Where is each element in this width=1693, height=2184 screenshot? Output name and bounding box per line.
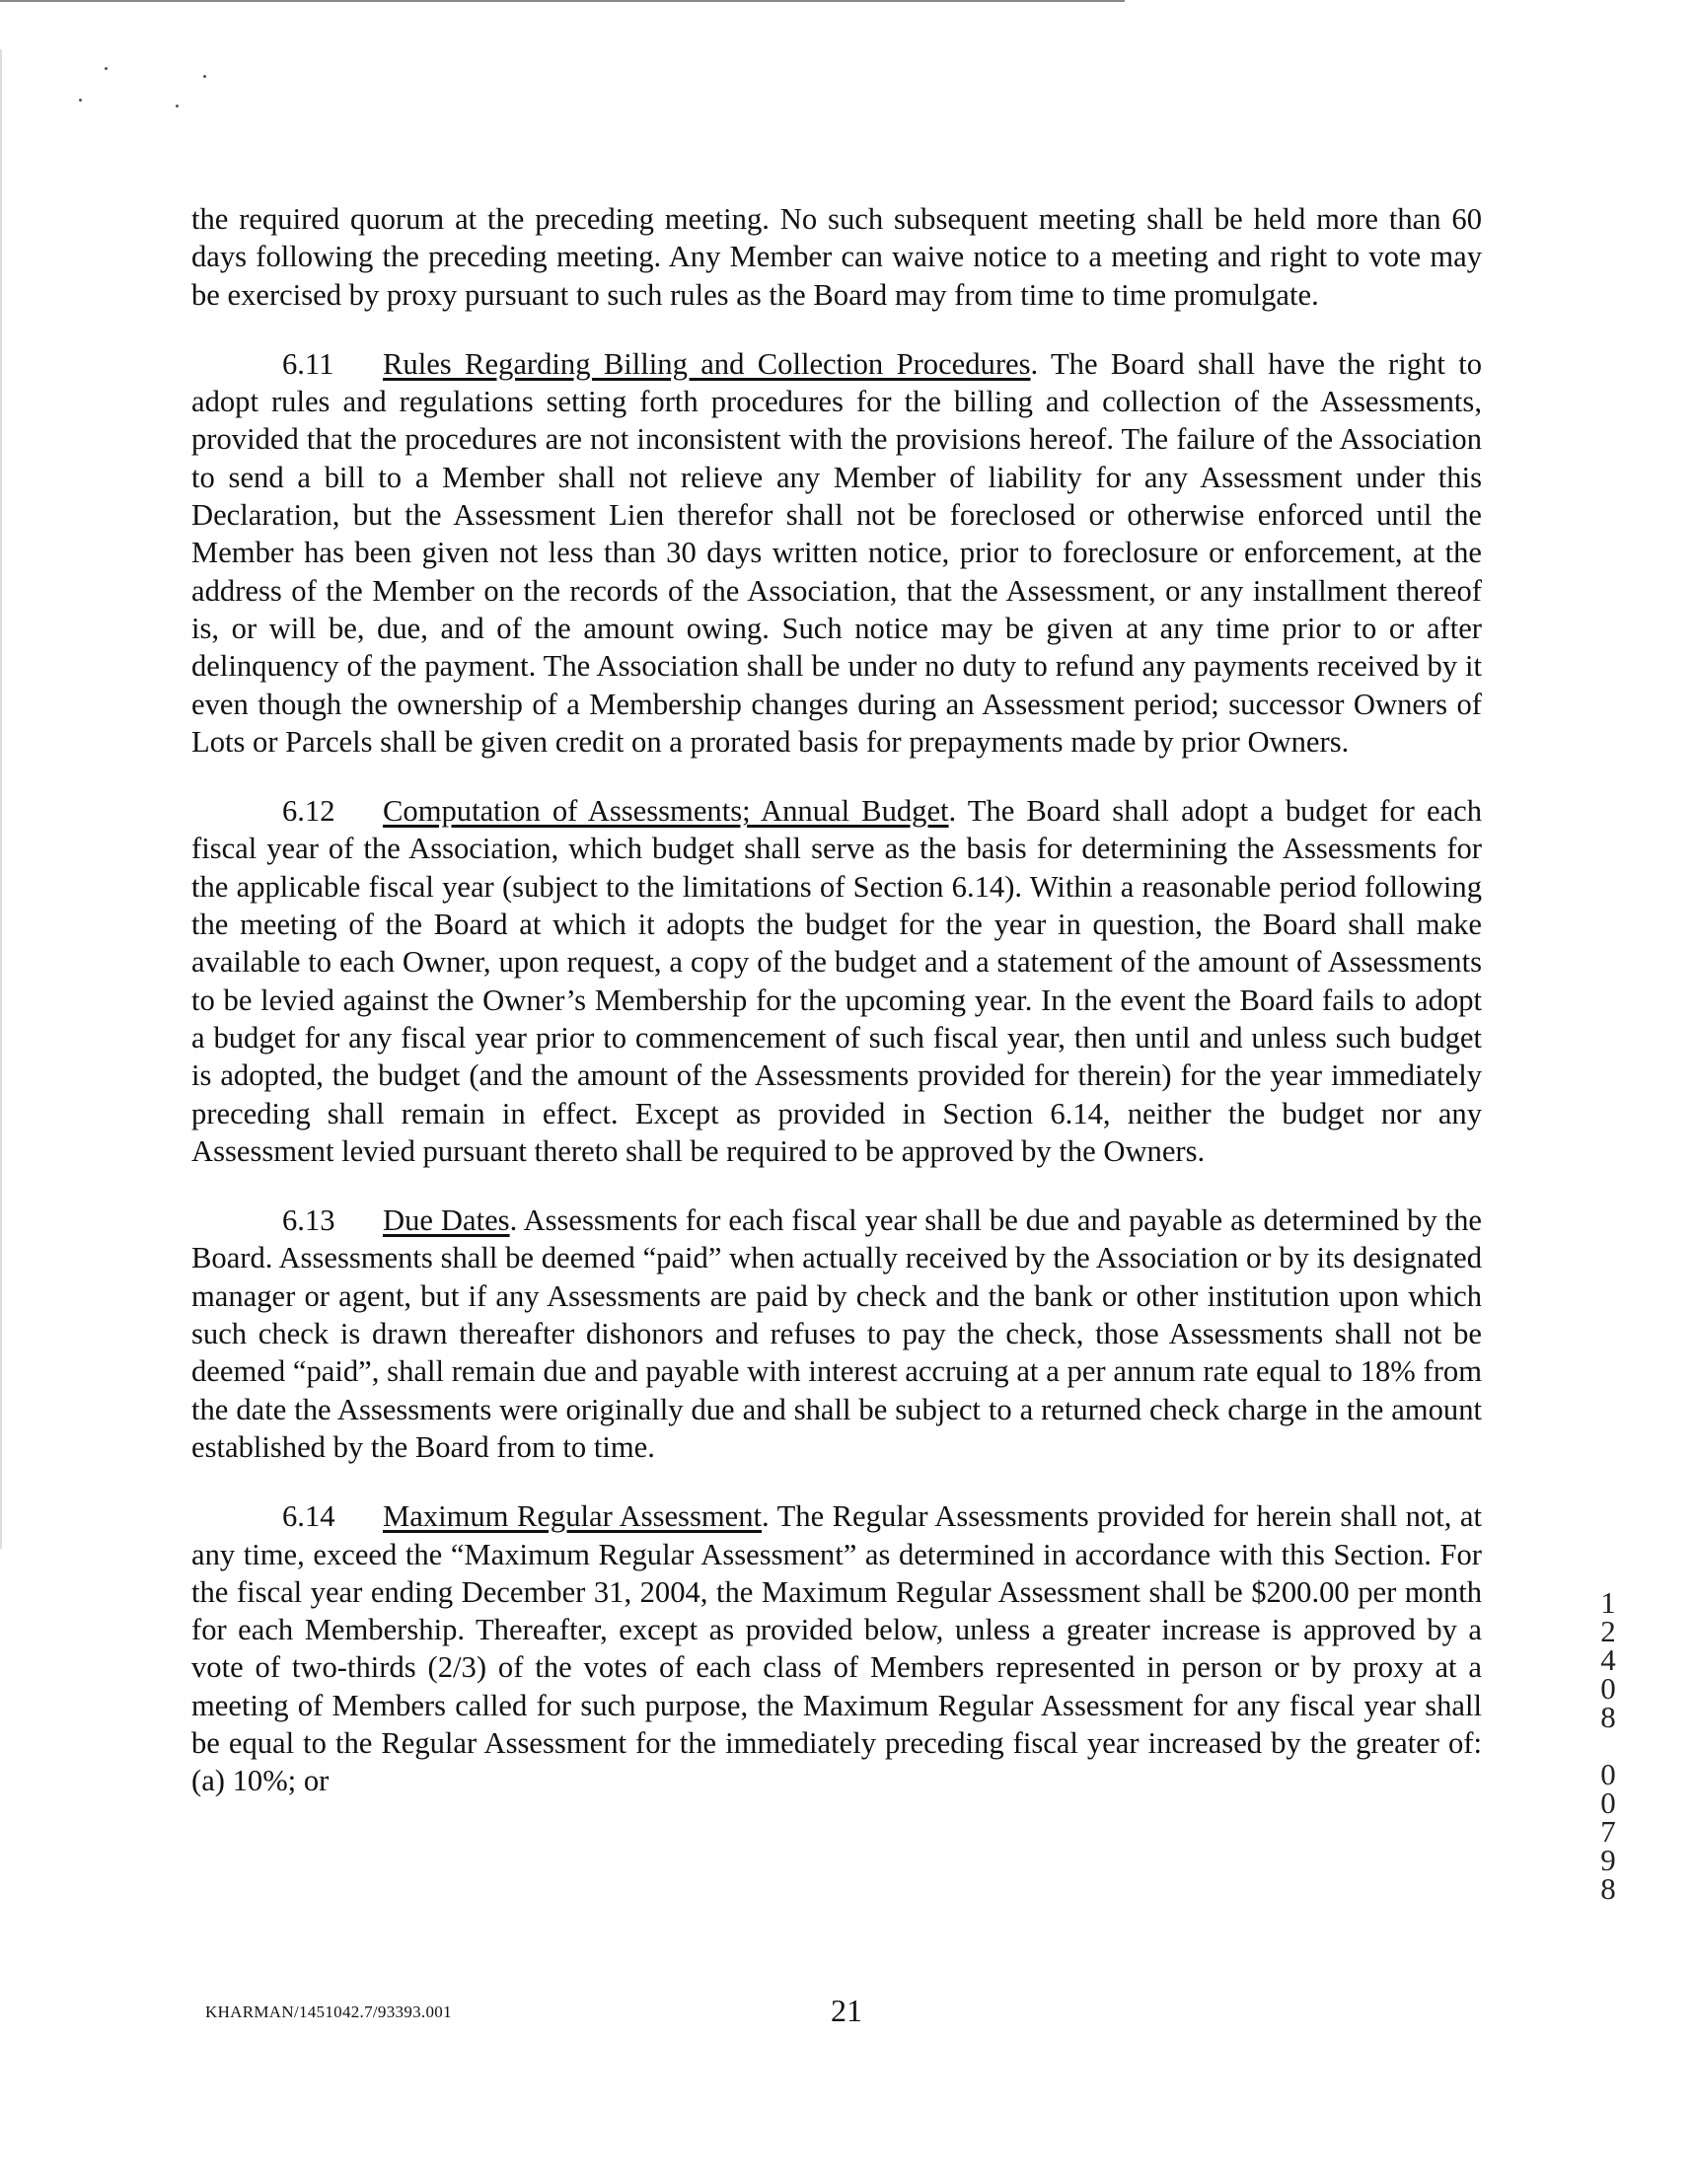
section-6-12	[191, 792, 1482, 1170]
continuation-text: the required quorum at the preceding meeting. No such subsequent meeting shall be held more than 60 days following the preceding meeting. Any Member can waive notice to a meeting and right to vote may be exercised by proxy pursuant to such rules as the Board may from time to time promulgate.	[191, 202, 1482, 312]
section-number: 6.12	[282, 794, 335, 829]
page-number: 21	[831, 1993, 862, 2028]
continuation-paragraph	[191, 200, 1482, 314]
scan-speck	[176, 105, 179, 108]
section-heading: Computation of Assessments; Annual Budget	[383, 794, 949, 829]
footer-document-id: KHARMAN/1451042.7/93393.001	[205, 2002, 452, 2021]
section-heading: Maximum Regular Assessment	[383, 1499, 763, 1534]
scan-speck	[105, 67, 108, 70]
section-6-11	[191, 345, 1482, 761]
scan-speck	[203, 75, 206, 78]
section-number: 6.13	[282, 1203, 335, 1238]
scan-left-edge	[0, 49, 2, 1549]
section-heading: Due Dates	[383, 1203, 510, 1238]
document-body	[191, 200, 1482, 1832]
recording-stamp: 1 2 4 0 8 0 0 7 9 8	[1600, 1585, 1616, 1906]
scan-top-edge	[0, 0, 1125, 2]
section-body: . Assessments for each fiscal year shall be due and payable as determined by the Board. Assessments shall be deemed “paid” when actually received by the Association or by its designated manager or agent, but if any Assessments are paid by check and the bank or other institution upon which such check is drawn thereafter dishonors and refuses to pay the check, those Assessments shall not be deemed “paid”, shall remain due and payable with interest accruing at a per annum rate equal to 18% from the date the Assessments were originally due and shall be subject to a returned check charge in the amount established by the Board from to time.	[191, 1203, 1482, 1464]
section-heading: Rules Regarding Billing and Collection Procedures	[383, 346, 1031, 381]
scan-speck	[79, 99, 82, 102]
section-body: . The Board shall adopt a budget for each fiscal year of the Association, which budget shall serve as the basis for determining the Assessments for the applicable fiscal year (subject to the limitations of Section 6.14). Within a reasonable period following the meeting of the Board at which it adopts the budget for the year in question, the Board shall make available to each Owner, upon request, a copy of the budget and a statement of the amount of Assessments to be levied against the Owner’s Membership for the upcoming year. In the event the Board fails to adopt a budget for any fiscal year prior to commencement of such fiscal year, then until and unless such budget is adopted, the budget (and the amount of the Assessments provided for therein) for the year immediately preceding shall remain in effect. Except as provided in Section 6.14, neither the budget nor any Assessment levied pursuant thereto shall be required to be approved by the Owners.	[191, 794, 1482, 1168]
section-body: . The Regular Assessments provided for herein shall not, at any time, exceed the “Maximum Regular Assessment” as determined in accordance with this Section. For the fiscal year ending December 31, 2004, the Maximum Regular Assessment shall be $200.00 per month for each Membership. Thereafter, except as provided below, unless a greater increase is approved by a vote of two-thirds (2/3) of the votes of each class of Members represented in person or by proxy at a meeting of Members called for such purpose, the Maximum Regular Assessment for any fiscal year shall be equal to the Regular Assessment for the immediately preceding fiscal year increased by the greater of: (a) 10%; or	[191, 1499, 1482, 1798]
section-number: 6.11	[282, 346, 334, 381]
section-6-13	[191, 1201, 1482, 1466]
section-number: 6.14	[282, 1499, 335, 1534]
section-6-14	[191, 1497, 1482, 1799]
section-body: . The Board shall have the right to adopt rules and regulations setting forth procedures for the billing and collection of the Assessments, provided that the procedures are not inconsistent with the provisions hereof. The failure of the Association to send a bill to a Member shall not relieve any Member of liability for any Assessment under this Declaration, but the Assessment Lien therefor shall not be foreclosed or otherwise enforced until the Member has been given not less than 30 days written notice, prior to foreclosure or enforcement, at the address of the Member on the records of the Association, that the Assessment, or any installment thereof is, or will be, due, and of the amount owing. Such notice may be given at any time prior to or after delinquency of the payment. The Association shall be under no duty to refund any payments received by it even though the ownership of a Membership changes during an Assessment period; successor Owners of Lots or Parcels shall be given credit on a prorated basis for prepayments made by prior Owners.	[191, 346, 1482, 759]
